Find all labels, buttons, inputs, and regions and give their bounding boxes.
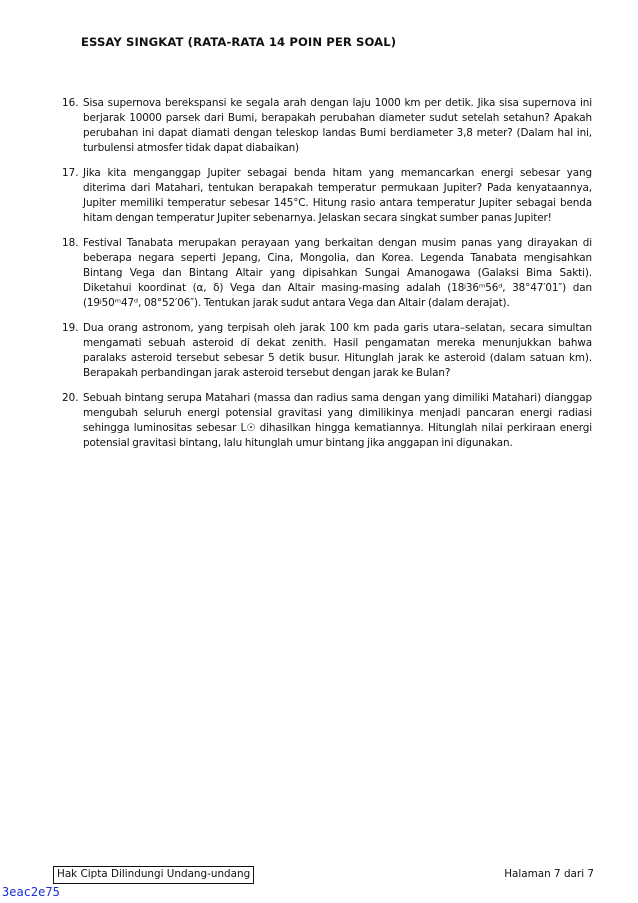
question-number: 17. bbox=[62, 167, 79, 179]
question-item-19 bbox=[62, 321, 592, 381]
question-item-20 bbox=[62, 391, 592, 451]
section-title: ESSAY SINGKAT (RATA-RATA 14 POIN PER SOAL) bbox=[81, 35, 397, 49]
question-text: Jika kita menganggap Jupiter sebagai benda hitam yang memancarkan energi sebesar yang diterima dari Matahari, tentukan berapakah temperatur permukaan Jupiter? Pada kenyataannya, Jupiter memiliki temperatur sebesar 145°C. Hitung rasio antara temperatur Jupiter sebagai benda hitam dengan temperatur Jupiter sebenarnya. Jelaskan secara singkat sumber panas Jupiter! bbox=[83, 167, 592, 224]
question-item-17 bbox=[62, 166, 592, 226]
question-item-18 bbox=[62, 236, 592, 311]
question-number: 16. bbox=[62, 97, 79, 109]
question-list bbox=[62, 96, 592, 461]
document-watermark-id: 3eac2e75 bbox=[2, 885, 60, 899]
question-number: 18. bbox=[62, 237, 79, 249]
question-text: Dua orang astronom, yang terpisah oleh jarak 100 km pada garis utara–selatan, secara simultan mengamati sebuah asteroid di dekat zenith. Hasil pengamatan mereka menunjukkan bahwa paralaks asteroid tersebut sebesar 5 detik busur. Hitunglah jarak ke asteroid (dalam satuan km). Berapakah perbandingan jarak asteroid tersebut dengan jarak ke Bulan? bbox=[83, 322, 592, 379]
copyright-box: Hak Cipta Dilindungi Undang-undang bbox=[53, 866, 254, 884]
question-item-16 bbox=[62, 96, 592, 156]
question-text: Sisa supernova berekspansi ke segala arah dengan laju 1000 km per detik. Jika sisa supernova ini berjarak 10000 parsek dari Bumi, berapakah perubahan diameter sudut setelah setahun? Apakah perubahan ini dapat diamati dengan teleskop landas Bumi berdiameter 3,8 meter? (Dalam hal ini, turbulensi atmosfer tidak dapat diabaikan) bbox=[83, 97, 592, 154]
page-number: Halaman 7 dari 7 bbox=[504, 868, 594, 880]
question-number: 19. bbox=[62, 322, 79, 334]
question-number: 20. bbox=[62, 392, 79, 404]
question-text: Sebuah bintang serupa Matahari (massa dan radius sama dengan yang dimiliki Matahari) dianggap mengubah seluruh energi potensial gravitasi yang dimilikinya menjadi pancaran energi radiasi sehingga luminositas sebesar L☉ dihasilkan hingga kematiannya. Hitunglah nilai perkiraan energi potensial gravitasi bintang, lalu hitunglah umur bintang jika anggapan ini digunakan. bbox=[83, 392, 592, 449]
question-text: Festival Tanabata merupakan perayaan yang berkaitan dengan musim panas yang dirayakan di beberapa negara seperti Jepang, Cina, Mongolia, dan Korea. Legenda Tanabata mengisahkan Bintang Vega dan Bintang Altair yang dipisahkan Sungai Amanogawa (Galaksi Bima Sakti). Diketahui koordinat (α, δ) Vega dan Altair masing-masing adalah (18ʲ36ᵐ56ᵈ, 38°47′01″) dan (19ʲ50ᵐ47ᵈ, 08°52′06″). Tentukan jarak sudut antara Vega dan Altair (dalam derajat). bbox=[83, 237, 592, 309]
